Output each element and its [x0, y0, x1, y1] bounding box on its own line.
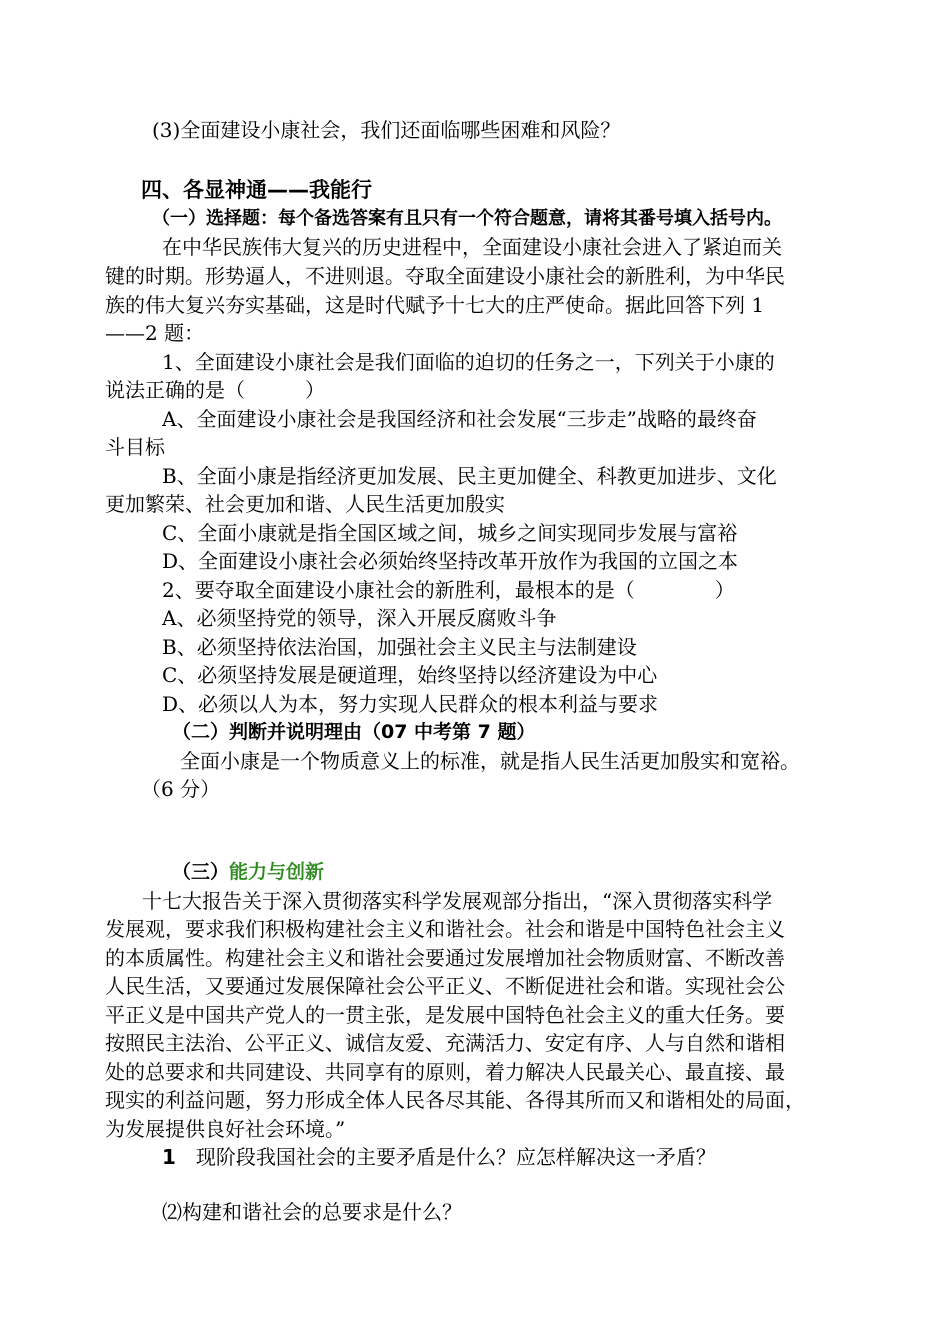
passage-line-7: 处的总要求和共同建设、共同享有的原则，着力解决人民最关心、最直接、最 [105, 1060, 785, 1084]
ability-question-1 [162, 1143, 716, 1171]
intro-line-2: 键的时期。形势逼人，不进则退。夺取全面建设小康社会的新胜利，为中华民 [105, 264, 785, 288]
intro-line-3: 族的伟大复兴夯实基础，这是时代赋予十七大的庄严使命。据此回答下列 1 [105, 293, 765, 317]
judge-statement-line-2: （6 分） [141, 777, 221, 801]
section-heading: 四、各显神通——我能行 [141, 178, 372, 202]
judge-section-heading: （二）判断并说明理由（07 中考第 7 题） [172, 721, 536, 743]
q1-option-a-line-2: 斗目标 [105, 435, 165, 459]
q2-option-c: C、必须坚持发展是硬道理，始终坚持以经济建设为中心 [162, 663, 658, 687]
previous-question-3: (3)全面建设小康社会，我们还面临哪些困难和风险？ [152, 118, 621, 142]
ability-question-1-text: 现阶段我国社会的主要矛盾是什么？应怎样解决这一矛盾？ [195, 1145, 716, 1169]
ability-section-heading [172, 858, 324, 886]
passage-line-9: 为发展提供良好社会环境。” [105, 1117, 346, 1141]
ability-heading-title: 能力与创新 [229, 861, 325, 883]
q1-stem-line-1: 1、全面建设小康社会是我们面临的迫切的任务之一，下列关于小康的 [162, 350, 775, 374]
ability-question-2: ⑵构建和谐社会的总要求是什么？ [162, 1200, 462, 1224]
passage-line-1: 十七大报告关于深入贯彻落实科学发展观部分指出，“深入贯彻落实科学 [142, 889, 773, 913]
q2-stem: 2、要夺取全面建设小康社会的新胜利，最根本的是（ ） [162, 578, 735, 602]
q2-option-b: B、必须坚持依法治国，加强社会主义民主与法制建设 [162, 635, 637, 659]
intro-line-1: 在中华民族伟大复兴的历史进程中，全面建设小康社会进入了紧迫而关 [162, 235, 782, 259]
ability-question-1-number: 1 [162, 1145, 176, 1169]
passage-line-4: 人民生活，又要通过发展保障社会公平正义、不断促进社会和谐。实现社会公 [105, 974, 785, 998]
q1-option-b-line-1: B、全面小康是指经济更加发展、民主更加健全、科教更加进步、文化 [162, 464, 777, 488]
ability-heading-prefix: （三） [172, 861, 230, 883]
q1-option-c: C、全面小康就是指全国区域之间，城乡之间实现同步发展与富裕 [162, 521, 738, 545]
choice-section-heading: （一）选择题：每个备选答案有且只有一个符合题意，请将其番号填入括号内。 [152, 208, 782, 229]
passage-line-8: 现实的利益问题，努力形成全体人民各尽其能、各得其所而又和谐相处的局面， [105, 1088, 805, 1112]
q1-option-a-line-1: A、全面建设小康社会是我国经济和社会发展“三步走”战略的最终奋 [162, 407, 757, 431]
q2-option-d: D、必须以人为本，努力实现人民群众的根本利益与要求 [162, 692, 659, 716]
passage-line-6: 按照民主法治、公平正义、诚信友爱、充满活力、安定有序、人与自然和谐相 [105, 1031, 785, 1055]
q1-option-b-line-2: 更加繁荣、社会更加和谐、人民生活更加殷实 [105, 492, 505, 516]
q2-option-a: A、必须坚持党的领导，深入开展反腐败斗争 [162, 606, 557, 630]
intro-line-4: ——2 题： [105, 321, 205, 345]
judge-statement-line-1: 全面小康是一个物质意义上的标准，就是指人民生活更加殷实和宽裕。 [180, 749, 800, 773]
q1-option-d: D、全面建设小康社会必须始终坚持改革开放作为我国的立国之本 [162, 549, 739, 573]
passage-line-3: 的本质属性。构建社会主义和谐社会要通过发展增加社会物质财富、不断改善 [105, 946, 785, 970]
passage-line-2: 发展观，要求我们积极构建社会主义和谐社会。社会和谐是中国特色社会主义 [105, 917, 785, 941]
q1-stem-line-2: 说法正确的是（ ） [105, 378, 325, 402]
passage-line-5: 平正义是中国共产党人的一贯主张，是发展中国特色社会主义的重大任务。要 [105, 1003, 785, 1027]
